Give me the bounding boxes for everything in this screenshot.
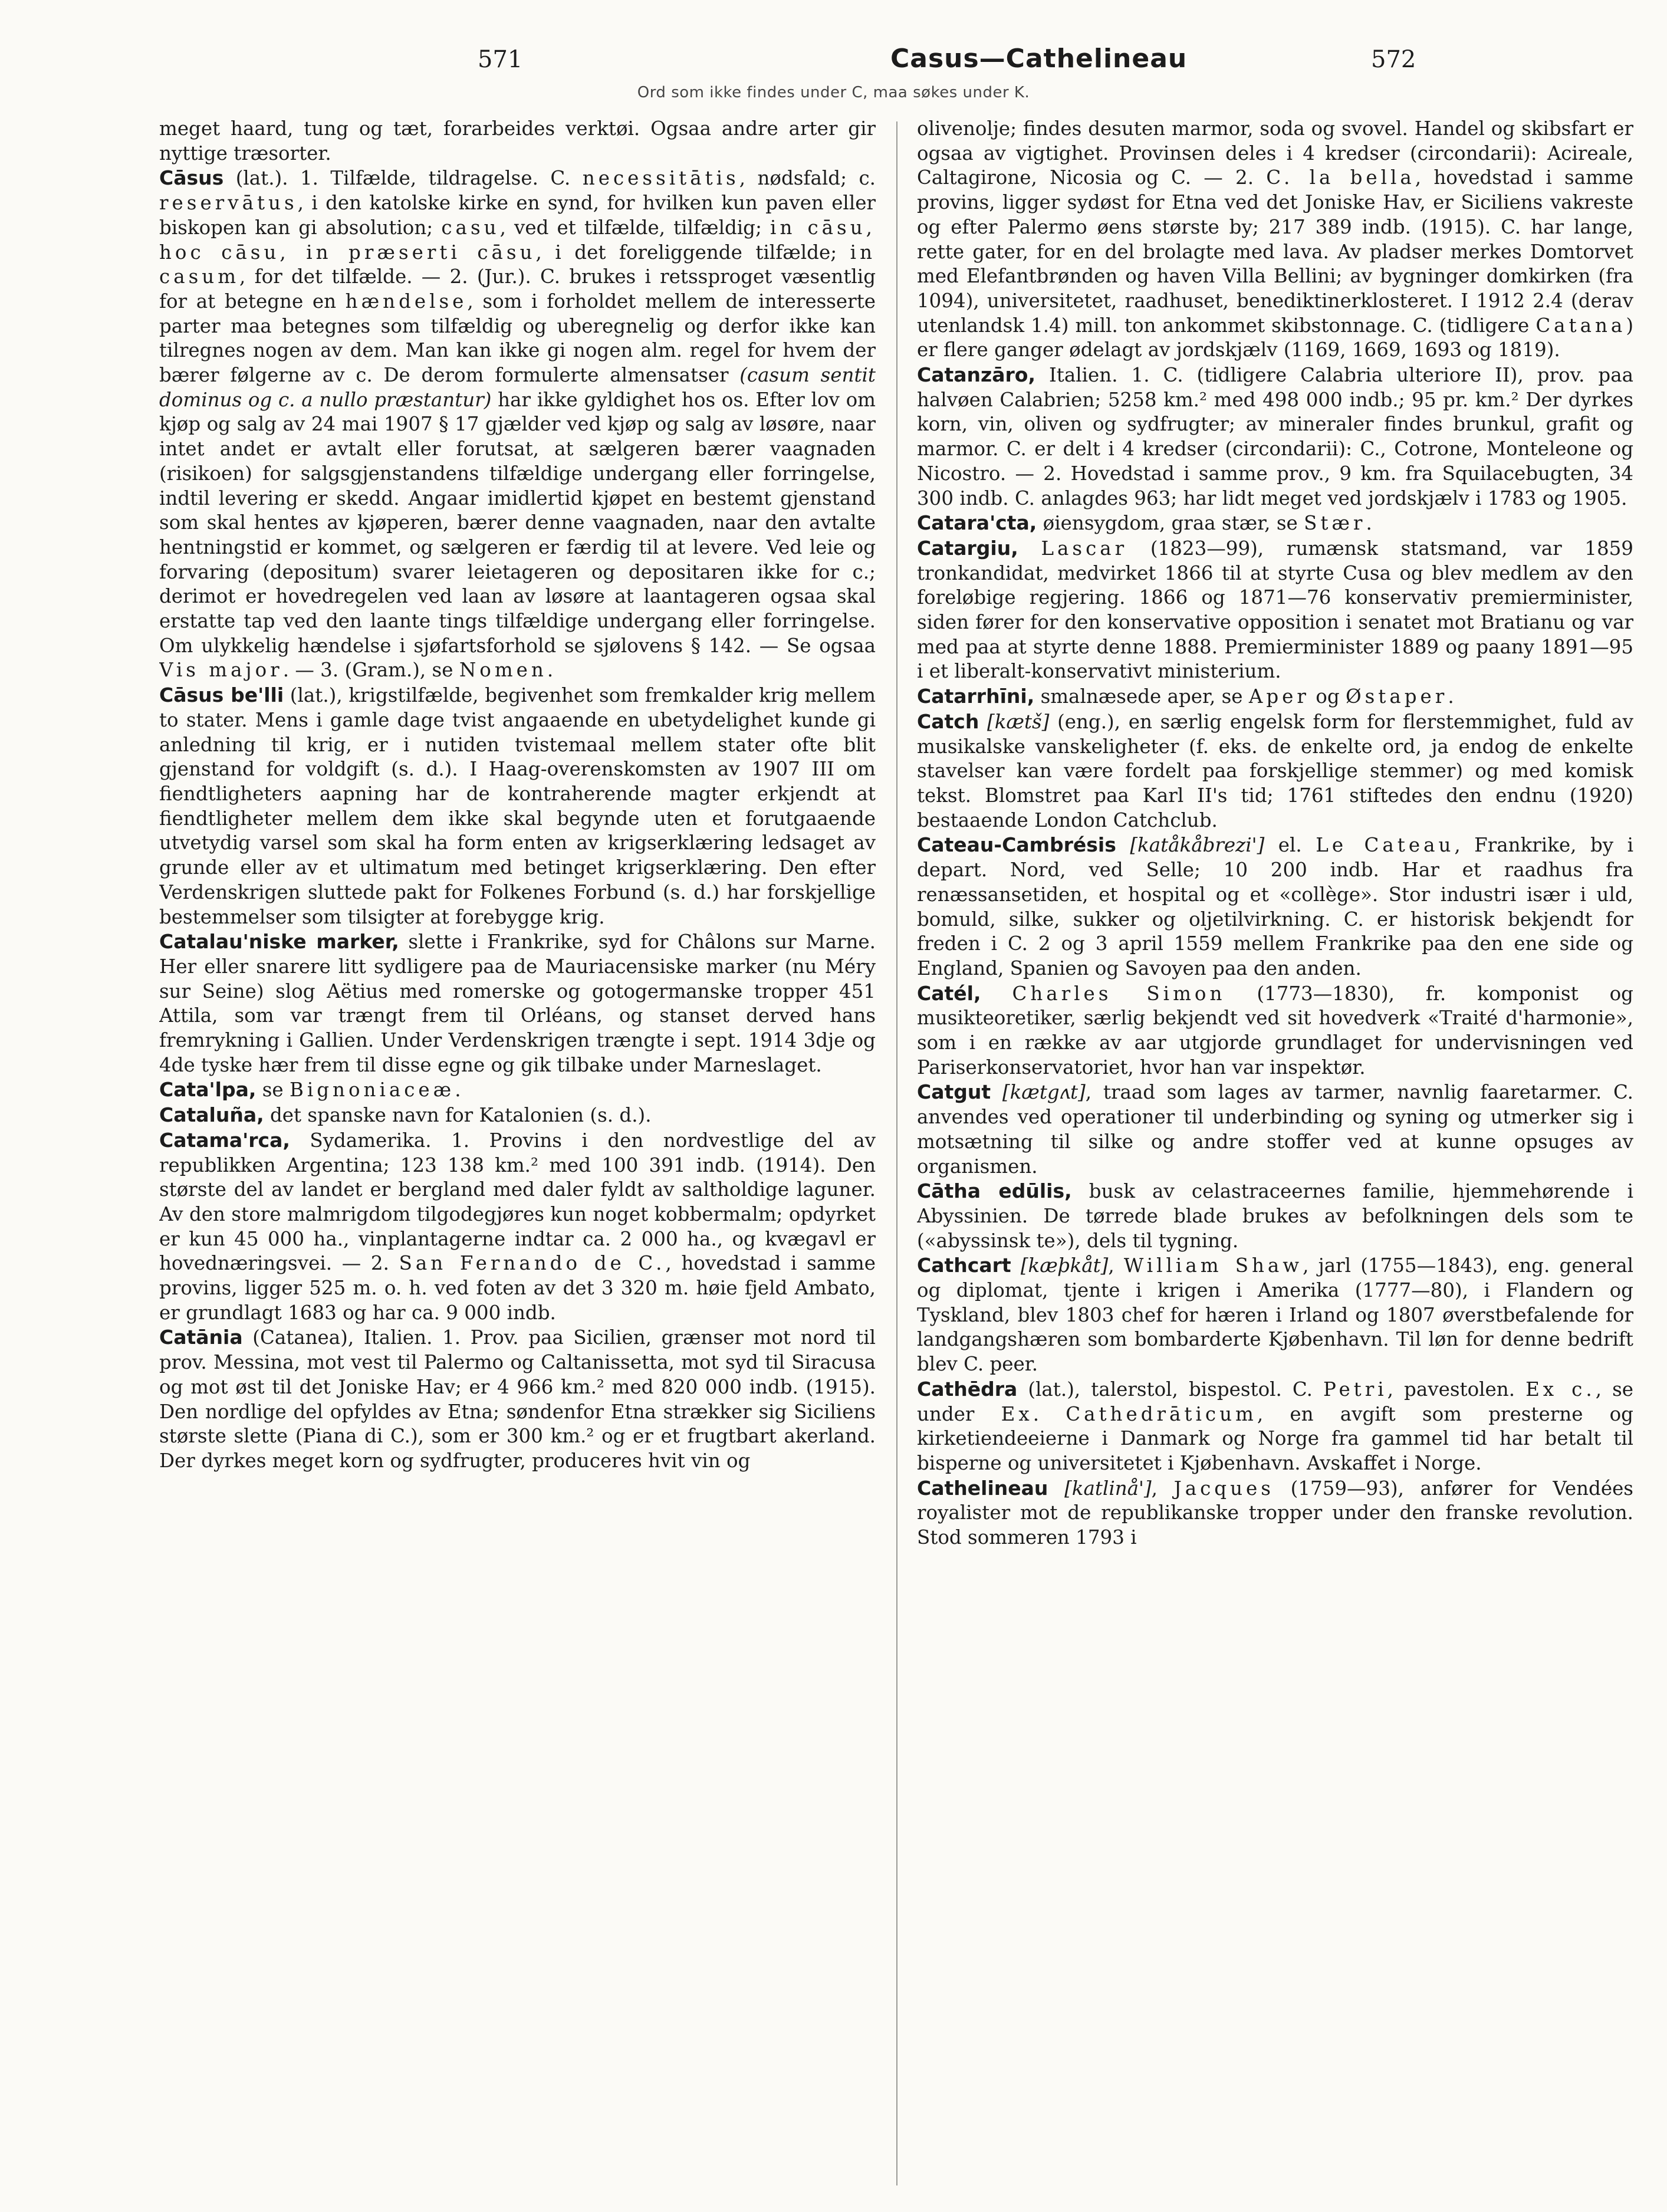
spaced-term: reservātus — [159, 192, 298, 215]
entry-cathcart — [917, 1253, 1633, 1377]
entry-cathedra — [917, 1377, 1633, 1476]
cross-reference: Østaper — [1345, 685, 1448, 708]
headword: Catānia — [159, 1326, 243, 1349]
entry-cathelineau — [917, 1476, 1633, 1550]
entry-text: , en avgift som presterne og kirketiendeeierne i Danmark og Norge fra gammel tid har betalt til bisperne og universitetet i Kjøbenhavn. Avskaffet i Norge. — [917, 1402, 1633, 1474]
entry-text: (lat.), krigstilfælde, begivenhet som fremkalder krig mellem to stater. Mens i gamle dage tvist angaaende en ubetydelighet kunde gi anledning til krig, er i nutiden tvistemaal mellem stater ofte blit gjenstand for voldgift (s. d.). I Haag-overenskomsten av 1907 III om fiendtligheters aapning har de kontraherende magter erkjendt at fiendtligheter mellem dem ikke skal begynde uten et forutgaaende utvetydig varsel som skal ha form enten av krigserklæring ledsaget av grunde eller av et ultimatum med betinget krigserklæring. Den efter Verdenskrigen sluttede pakt for Folkenes Forbund (s. d.) har forskjellige bestemmelser som tilsigter at forebygge krig. — [159, 684, 876, 928]
entry-text: det spanske navn for Katalonien (s. d.). — [264, 1104, 652, 1127]
entry-text: (1823—99), rumænsk statsmand, var 1859 tronkandidat, medvirket 1866 til at styrte Cusa og blev medlem av den foreløbige regjering. 1866 og 1871—76 konservativ premierminister, siden fører for den konservative opposition i senatet mot Bratianu og var med paa at styrte denne 1888. Premierminister 1889 og paany 1891—95 i et liberalt-konservativt ministerium. — [917, 537, 1633, 683]
entry-text: . — [455, 1079, 461, 1102]
entry-text: (lat.). 1. Tilfælde, tildragelse. C. — [223, 167, 583, 190]
entry-catalauniske — [159, 929, 876, 1077]
entry-catamarca — [159, 1128, 876, 1326]
entry-catch — [917, 709, 1633, 833]
italic-phrase: (casum sentit dominus og c. a nullo præstantur) — [159, 364, 876, 411]
person-name: Lascar — [1041, 537, 1128, 560]
entry-catargiu — [917, 536, 1633, 684]
spaced-term: Ex c. — [1525, 1378, 1596, 1401]
headword: Catama'rca, — [159, 1128, 290, 1152]
entry-text: el. — [1264, 834, 1316, 857]
entry-text: ) er flere ganger ødelagt av jordskjælv (1169, 1669, 1693 og 1819). — [917, 314, 1633, 361]
spaced-term: C. la bella — [1266, 166, 1415, 189]
cross-reference: Ex — [1001, 1402, 1033, 1425]
entry-text: , Frankrike, by i depart. Nord, ved Selle; 10 200 indb. Har et raadhus fra renæssansetiden, et hospital og et «collège». Stor industri især i uld, bomuld, silke, sukker og oljetilvirkning. C. er historisk bekjendt for freden i C. 2 og 3 april 1559 mellem Frankrike paa den ene side og England, Spanien og Savoyen paa den anden. — [917, 834, 1633, 980]
entry-catgut — [917, 1080, 1633, 1179]
headword: Catara'cta, — [917, 511, 1037, 535]
entry-cataluna — [159, 1103, 876, 1128]
spaced-term: hændelse — [345, 290, 468, 313]
headword: Catch — [917, 709, 979, 733]
entry-text: . — [1366, 512, 1372, 535]
headword: Cāsus — [159, 166, 224, 190]
entry-text: , — [1151, 1477, 1174, 1500]
entry-continuation — [159, 117, 876, 166]
entry-text: har ikke gyldighet hos os. Efter lov om kjøp og salg av 24 mai 1907 § 17 gjælder ved kjøp og salg av løsøre, naar intet andet er avtalt eller forutsat, at sælgeren bærer vaagnaden (risikoen) for salgsgjenstandens tilfældige undergang eller forringelse, indtil levering er skedd. Angaar imidlertid kjøpet en bestemt gjenstand som skal hentes av kjøperen, bærer denne vaagnaden, naar den avtalte hentningstid er kommet, og sælgeren er færdig til at levere. Ved leie og forvaring (depositum) svarer leietageren og depositaren ikke for c.; derimot er hovedregelen ved laan av løsøre at laantageren ogsaa skal erstatte tap ved den laante tings tilfældige undergang eller forringelse. Om ulykkelig hændelse i sjøfartsforhold se sjølovens § 142. — Se ogsaa — [159, 388, 876, 657]
cross-reference: Stær — [1304, 512, 1366, 535]
entry-text: busk av celastraceernes familie, hjemmehørende i Abyssinien. De tørrede blade brukes av befolkningen dels som te («abyssinsk te»), dels til tygning. — [917, 1180, 1633, 1252]
entry-text: , for det tilfælde. — 2. (Jur.). C. brukes i retssproget væsentlig for at betegne en — [159, 265, 876, 313]
cross-reference: Aper — [1248, 685, 1310, 708]
left-column — [159, 117, 876, 2187]
cross-reference: Nomen — [459, 659, 547, 682]
spaced-term: in cāsu, hoc cāsu, in præserti cāsu — [159, 216, 876, 264]
running-title: Casus—Cathelineau — [890, 44, 1188, 74]
headword: Cata'lpa, — [159, 1078, 257, 1102]
header-note: Ord som ikke findes under C, maa søkes under K. — [637, 84, 1030, 101]
headword: Cataluña, — [159, 1103, 264, 1127]
entry-casus-belli — [159, 683, 876, 929]
entry-text: , hovedstad i samme provins, ligger sydøst for Etna ved det Joniske Hav, er Siciliens vakreste og efter Palermo øens største by; 217 389 indb. (1915). C. har lange, rette gater, for en del brolagte med lava. Av pladser merkes Domtorvet med Elefantbrønden og haven Villa Bellini; av bygninger domkirken (fra 1094), universitetet, raadhuset, benediktinerklosteret. I 1912 2.4 (derav utenlandsk 1.4) mill. ton ankommet skibstonnage. C. (tidligere — [917, 166, 1633, 337]
cross-reference: Vis major — [159, 659, 283, 682]
headword: Catél, — [917, 981, 981, 1005]
pronunciation: [katlinå'] — [1048, 1477, 1152, 1500]
person-name: Jacques — [1173, 1477, 1274, 1500]
entry-text: olivenolje; findes desuten marmor, soda og svovel. Handel og skibsfart er ogsaa av vigtighet. Provinsen deles i 4 kredser (circondarii): Acireale, Caltagirone, Nicosia og C. — 2. — [917, 117, 1633, 189]
headword: Cāsus be'lli — [159, 683, 284, 707]
entry-text: (eng.), en særlig engelsk form for flerstemmighet, fuld av musikalske vanskeligheter (f. eks. de enkelte ord, ja endog de enkelte stavelser kan være fordelt paa forskjellige stemmer) og med komisk tekst. Blomstret paa Karl II's tid; 1761 stiftedes den endnu (1920) bestaaende London Catchclub. — [917, 710, 1633, 831]
entry-text: . — 3. (Gram.), se — [282, 659, 459, 682]
entry-text: , ved et tilfælde, tilfældig; — [499, 216, 771, 239]
entry-text: , pavestolen. — [1387, 1378, 1526, 1401]
page-number-left: 571 — [478, 46, 523, 73]
entry-catalpa — [159, 1077, 876, 1103]
entry-text: , i det foreliggende tilfælde; — [535, 241, 850, 264]
headword: Catanzāro, — [917, 363, 1035, 387]
pronunciation: [kætš] — [979, 710, 1050, 733]
pronunciation: [kætgʌt] — [991, 1081, 1086, 1104]
column-divider — [896, 121, 897, 2185]
spaced-term: necessitātis — [582, 167, 739, 190]
spaced-term: Catana — [1536, 314, 1626, 337]
entry-text: (lat.), talerstol, bispestol. C. — [1017, 1378, 1324, 1401]
person-name: Charles Simon — [1012, 982, 1226, 1005]
entry-text: meget haard, tung og tæt, forarbeides verktøi. Ogsaa andre arter gir nyttige træsorter. — [159, 117, 876, 165]
entry-text: , jarl (1755—1843), eng. general og diplomat, tjente i krigen i Amerika (1777—80), i Flandern og Tyskland, blev 1803 chef for hæren i Irland og 1807 øverstbefalende for landgangshæren som bombarderte Kjøbenhavn. Til løn for denne bedrift blev C. peer. — [917, 1254, 1633, 1376]
entry-text: . — [1033, 1402, 1066, 1425]
entry-text: , hovedstad i samme provins, ligger 525 m. o. h. ved foten av det 3 320 m. høie fjeld Ambato, er grundlagt 1683 og har ca. 9 000 indb. — [159, 1252, 876, 1324]
headword: Catarrhīni, — [917, 685, 1035, 708]
entry-catha-edulis — [917, 1179, 1633, 1253]
entry-text: slette i Frankrike, syd for Châlons sur Marne. Her eller snarere litt sydligere paa de Mauriacensiske marker (nu Méry sur Seine) slog Aëtius med romerske og gotogermanske tropper 451 Attila, som var trængt frem til Orléans, og stanset derved hans fremrykning i Gallien. Under Verdenskrigen trængte i sept. 1914 3dje og 4de tyske hær frem til disse egne og gik tilbake under Marneslaget. — [159, 931, 876, 1076]
entry-text: Sydamerika. 1. Provins i den nordvestlige del av republikken Argentina; 123 138 km.² med 100 391 indb. (1914). Den største del av landet er bergland med daler fyldt av saltholdige laguner. Av den store malmrigdom tilgodegjøres kun noget kobbermalm; opdyrket er kun 45 000 ha., vinplantagerne indtar ca. 2 000 ha., og kvægavl er hovednæringsvei. — 2. — [159, 1129, 876, 1275]
entry-text: , traad som lages av tarmer, navnlig faaretarmer. C. anvendes ved operationer til underbinding og syning og utmerker sig i motsætning til silke og andre stoffer ved at kunne opsuges av organismen. — [917, 1081, 1633, 1178]
entry-text: Italien. 1. C. (tidligere Calabria ulteriore II), prov. paa halvøen Calabrien; 5258 km.² med 498 000 indb.; 95 pr. km.² Der dyrkes korn, vin, oliven og sydfrugter; av mineraler findes brunkul, grafit og marmor. C. er delt i 4 kredser (circondarii): C., Cotrone, Monteleone og Nicostro. — 2. Hovedstad i samme prov., 9 km. fra Squilacebugten, 34 300 indb. C. anlagdes 963; har lidt meget ved jordskjælv i 1783 og 1905. — [917, 364, 1633, 510]
right-column — [917, 117, 1633, 2187]
spaced-term: in casum — [159, 241, 876, 288]
entry-text: , se under — [917, 1378, 1633, 1425]
entry-text: , nødsfald; c. — [739, 167, 876, 190]
headword: Catgut — [917, 1080, 991, 1104]
entry-catarrhini — [917, 684, 1633, 709]
spaced-term: Le Cateau — [1316, 834, 1455, 857]
entry-cateau-cambresis — [917, 833, 1633, 981]
entry-text: (1773—1830), fr. komponist og musikteoretiker, særlig bekjendt ved sit hovedverk «Traité d'harmonie», som i en række av aar utgjorde grundlaget for undervisningen ved Pariserkonservatoriet, hvor han var inspektør. — [917, 982, 1633, 1079]
headword: Cathelineau — [917, 1476, 1048, 1500]
spaced-term: San Fernando de C. — [399, 1252, 666, 1275]
headword: Cathēdra — [917, 1377, 1018, 1401]
entry-text: (Catanea), Italien. 1. Prov. paa Sicilien, grænser mot nord til prov. Messina, mot vest til Palermo og Caltanissetta, mot syd til Siracusa og mot øst til det Joniske Hav; er 4 966 km.² med 820 000 indb. (1915). Den nordlige del opfyldes av Etna; søndenfor Etna strækker sig Siciliens største slette (Piana di C.), som er 300 km.² og er et frugtbart akerland. Der dyrkes meget korn og sydfrugter, produceres hvit vin og — [159, 1326, 876, 1472]
entry-text: (1759—93), anfører for Vendées royalister mot de republikanske tropper under den franske revolution. Stod sommeren 1793 i — [917, 1477, 1633, 1549]
cross-reference: Bignoniaceæ — [289, 1079, 455, 1102]
headword: Catargiu, — [917, 536, 1018, 560]
entry-text: smalnæsede aper, se — [1034, 685, 1249, 708]
entry-cataracta — [917, 511, 1633, 536]
entry-text: se — [256, 1079, 290, 1102]
entry-continuation — [917, 117, 1633, 363]
pronunciation: [kæþkåt] — [1011, 1254, 1109, 1277]
spaced-term: Petri — [1323, 1378, 1387, 1401]
spaced-term: Cathedrāticum — [1066, 1402, 1257, 1425]
entry-text: . — [1448, 685, 1454, 708]
page-number-right: 572 — [1371, 46, 1416, 73]
entry-text: øiensygdom, graa stær, se — [1037, 512, 1304, 535]
entry-text: , som i forholdet mellem de interesserte parter maa betegnes som tilfældig og uberegnelig og derfor ikke kan tilregnes nogen av dem. Man kan ikke gi nogen alm. regel for hvem der bærer følgerne av c. De derom formulerte almensatser — [159, 290, 876, 387]
spaced-term: casu — [441, 216, 500, 239]
entry-text: , i den katolske kirke en synd, for hvilken kun paven eller biskopen kan gi absolution; — [159, 192, 876, 239]
headword: Cateau-Cambrésis — [917, 833, 1116, 857]
page-header — [142, 46, 1596, 81]
headword: Catalau'niske marker, — [159, 930, 399, 954]
entry-catel — [917, 981, 1633, 1080]
headword: Cathcart — [917, 1254, 1011, 1277]
entry-text: . — [547, 659, 554, 682]
entry-casus — [159, 166, 876, 683]
entry-catanzaro — [917, 363, 1633, 511]
entry-catania — [159, 1325, 876, 1473]
headword: Cātha edūlis, — [917, 1179, 1072, 1203]
pronunciation: [katåkåbrezi'] — [1116, 834, 1265, 857]
person-name: William Shaw — [1123, 1254, 1303, 1277]
entry-text: , — [1108, 1254, 1124, 1277]
entry-text: og — [1309, 685, 1346, 708]
